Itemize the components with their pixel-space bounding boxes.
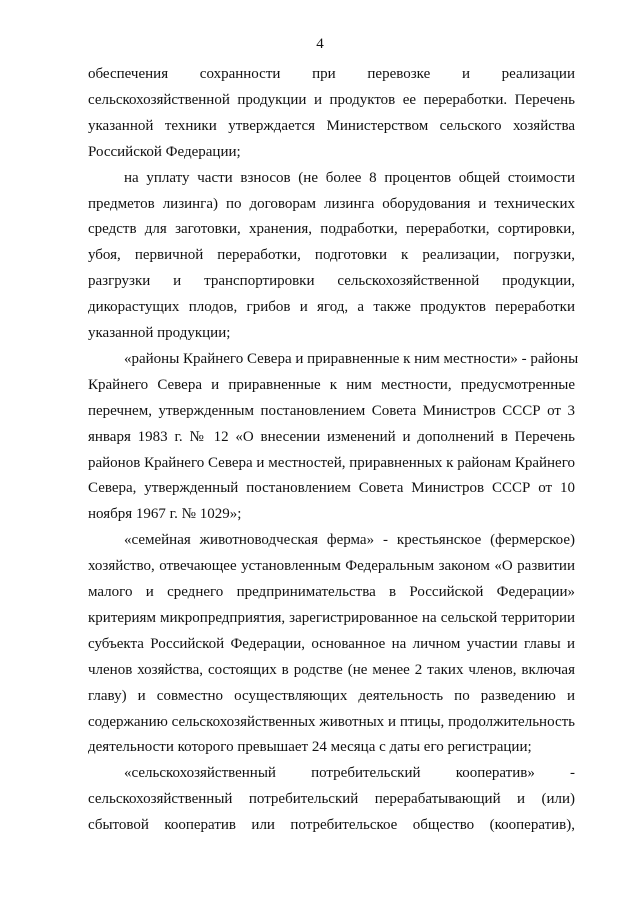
text-line: средств для заготовки, хранения, подработки, переработки, сортировки, [88,221,575,238]
text-line: членов хозяйства, состоящих в родстве (не менее 2 таких членов, включая [88,661,575,678]
text-line: перечнем, утвержденным постановлением Совета Министров СССР от 3 [88,402,575,419]
text-line: Крайнего Севера и приравненные к ним местности, предусмотренные [88,376,575,393]
text-line: предметов лизинга) по договорам лизинга оборудования и технических [88,195,575,212]
text-line: на уплату части взносов (не более 8 процентов общей стоимости [124,169,575,186]
text-line: критериям микропредприятия, зарегистрированное на сельской территории [88,609,575,626]
text-line: субъекта Российской Федерации, основанное на личном участии главы и [88,635,575,652]
text-line: «районы Крайнего Севера и приравненные к ним местности» - районы [124,350,579,367]
text-line: «семейная животноводческая ферма» - крестьянское (фермерское) [124,532,575,549]
text-line: содержанию сельскохозяйственных животных и птицы, продолжительность [88,713,575,730]
text-line: деятельности которого превышает 24 месяца с даты его регистрации; [88,739,532,756]
text-line: обеспечения сохранности при перевозке и реализации [88,66,575,82]
text-line: малого и среднего предпринимательства в Российской Федерации» [88,584,575,600]
text-line: января 1983 г. № 12 «О внесении изменений и дополнений в Перечень [88,428,575,445]
page-number: 4 [316,36,324,52]
text-line: районов Крайнего Севера и местностей, приравненных к районам Крайнего [88,454,575,471]
text-line: указанной техники утверждается Министерством сельского хозяйства [88,117,575,134]
text-line: Севера, утвержденный постановлением Совета Министров СССР от 10 [88,480,575,497]
text-line: указанной продукции; [88,325,231,341]
text-line: разгрузки и транспортировки сельскохозяйственной продукции, [88,273,575,290]
text-line: Российской Федерации; [88,143,241,160]
text-line: сельскохозяйственной продукции и продуктов ее переработки. Перечень [88,91,575,108]
text-line: сбытовой кооператив или потребительское общество (кооператив), [88,817,575,834]
text-line: убоя, первичной переработки, подготовки к реализации, погрузки, [88,247,575,264]
text-line: хозяйство, отвечающее установленным Федеральным законом «О развитии [88,558,575,575]
text-line: «сельскохозяйственный потребительский кооператив» - [124,765,575,782]
text-line: главу) и совместно осуществляющих деятельность по разведению и [88,687,575,704]
text-line: сельскохозяйственный потребительский перерабатывающий и (или) [88,791,575,808]
text-line: дикорастущих плодов, грибов и ягод, а также продуктов переработки [88,299,575,316]
text-line: ноября 1967 г. № 1029»; [88,506,242,523]
